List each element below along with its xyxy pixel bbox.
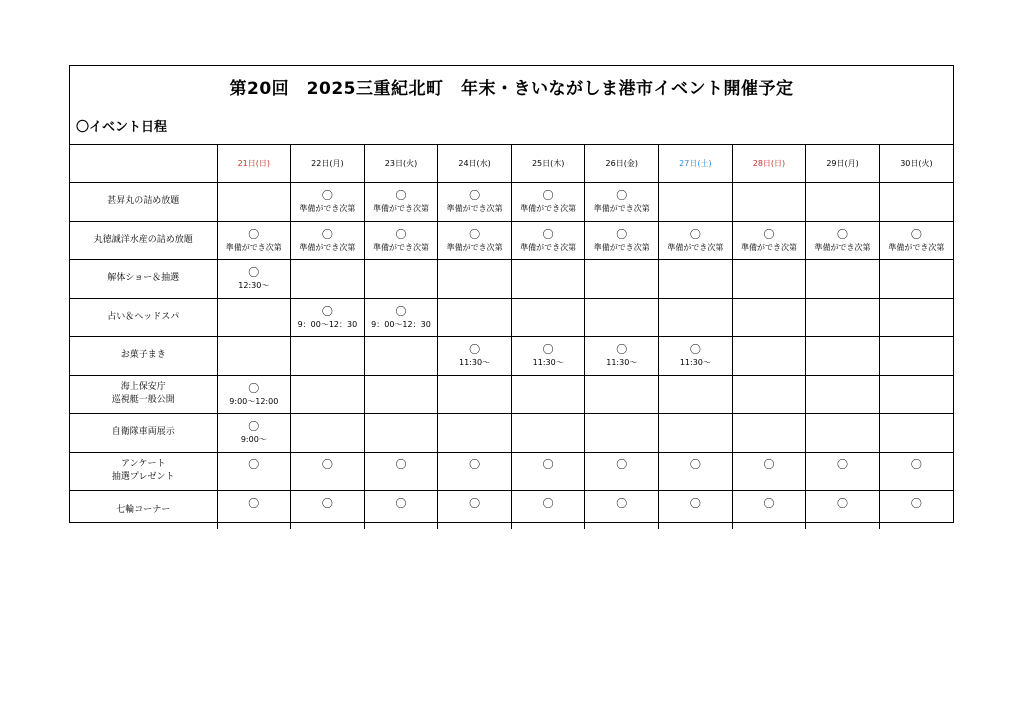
schedule-cell <box>217 298 291 337</box>
date-header: 24日(水) <box>438 145 512 183</box>
schedule-row <box>70 260 953 299</box>
date-header: 28日(日) <box>732 145 806 183</box>
time-note: 準備ができ次第 <box>225 242 282 252</box>
schedule-cell <box>511 452 585 491</box>
schedule-cell <box>806 414 880 453</box>
schedule-cell <box>438 298 512 337</box>
schedule-cell <box>585 491 659 530</box>
time-note: 準備ができ次第 <box>520 204 577 214</box>
schedule-cell <box>217 337 291 376</box>
schedule-cell <box>879 414 953 453</box>
schedule-cell <box>364 221 438 260</box>
schedule-cell <box>364 298 438 337</box>
schedule-cell <box>806 298 880 337</box>
event-name-cell: 七輪コーナー <box>70 491 217 530</box>
date-header: 27日(土) <box>659 145 733 183</box>
available-mark: 〇 <box>616 227 628 241</box>
schedule-row <box>70 375 953 414</box>
schedule-cell <box>364 414 438 453</box>
schedule-cell <box>732 452 806 491</box>
available-mark: 〇 <box>910 458 922 472</box>
available-mark: 〇 <box>469 189 481 203</box>
schedule-cell <box>438 452 512 491</box>
available-mark: 〇 <box>395 227 407 241</box>
event-name-cell: 解体ショー＆抽選 <box>70 260 217 299</box>
available-mark: 〇 <box>321 458 333 472</box>
schedule-cell <box>217 491 291 530</box>
schedule-cell <box>585 337 659 376</box>
schedule-row <box>70 298 953 337</box>
schedule-cell <box>732 221 806 260</box>
schedule-cell <box>364 452 438 491</box>
time-note: 11:30～ <box>532 358 564 368</box>
schedule-cell <box>585 183 659 222</box>
schedule-cell <box>659 183 733 222</box>
schedule-cell <box>511 221 585 260</box>
schedule-cell <box>364 375 438 414</box>
schedule-cell <box>732 183 806 222</box>
available-mark: 〇 <box>763 497 775 510</box>
time-note: 9:00～12:00 <box>229 396 279 406</box>
available-mark: 〇 <box>469 343 481 357</box>
date-header: 21日(日) <box>217 145 291 183</box>
schedule-cell <box>511 414 585 453</box>
page-title: 第20回 2025三重紀北町 年末・きいながしま港市イベント開催予定 <box>229 79 794 99</box>
time-note: 準備ができ次第 <box>593 204 650 214</box>
schedule-cell <box>438 491 512 530</box>
available-mark: 〇 <box>763 227 775 241</box>
schedule-row <box>70 491 953 530</box>
schedule-cell <box>364 183 438 222</box>
available-mark: 〇 <box>248 458 260 472</box>
date-header: 26日(金) <box>585 145 659 183</box>
schedule-cell <box>879 183 953 222</box>
available-mark: 〇 <box>616 189 628 203</box>
available-mark: 〇 <box>248 497 260 510</box>
schedule-cell <box>806 221 880 260</box>
date-header: 29日(月) <box>806 145 880 183</box>
schedule-cell <box>585 375 659 414</box>
available-mark: 〇 <box>689 497 701 510</box>
schedule-cell <box>438 414 512 453</box>
schedule-cell <box>806 337 880 376</box>
available-mark: 〇 <box>248 420 260 434</box>
available-mark: 〇 <box>395 458 407 472</box>
schedule-cell <box>438 337 512 376</box>
time-note: 9：00～12：30 <box>371 319 431 329</box>
schedule-cell <box>217 183 291 222</box>
date-header: 25日(木) <box>511 145 585 183</box>
event-name-cell: 自衛隊車両展示 <box>70 414 217 453</box>
schedule-cell <box>732 491 806 530</box>
event-name-cell: 海上保安庁 巡視艇一般公開 <box>70 375 217 414</box>
schedule-row <box>70 221 953 260</box>
schedule-cell <box>291 375 365 414</box>
schedule-cell <box>217 260 291 299</box>
schedule-cell <box>879 260 953 299</box>
date-header: 22日(月) <box>291 145 365 183</box>
schedule-cell <box>364 337 438 376</box>
schedule-cell <box>659 337 733 376</box>
time-note: 9:00～ <box>240 435 267 445</box>
time-note: 12:30～ <box>238 281 270 291</box>
available-mark: 〇 <box>248 381 260 395</box>
event-name-cell: 丸徳誠洋水産の詰め放題 <box>70 221 217 260</box>
time-note: 準備ができ次第 <box>446 242 503 252</box>
schedule-cell <box>291 337 365 376</box>
schedule-cell <box>732 337 806 376</box>
schedule-cell <box>659 260 733 299</box>
schedule-cell <box>217 221 291 260</box>
schedule-cell <box>438 375 512 414</box>
event-name-cell: 占い＆ヘッドスパ <box>70 298 217 337</box>
schedule-cell <box>585 221 659 260</box>
schedule-cell <box>585 298 659 337</box>
schedule-cell <box>511 260 585 299</box>
time-note: 11:30～ <box>606 358 638 368</box>
available-mark: 〇 <box>542 189 554 203</box>
available-mark: 〇 <box>616 497 628 510</box>
date-header-row <box>70 145 953 183</box>
time-note: 9：00～12：30 <box>297 319 358 329</box>
corner-cell <box>70 145 217 183</box>
available-mark: 〇 <box>395 189 407 203</box>
available-mark: 〇 <box>837 458 849 472</box>
time-note: 準備ができ次第 <box>667 242 724 252</box>
schedule-cell <box>291 221 365 260</box>
time-note: 準備ができ次第 <box>446 204 503 214</box>
schedule-sheet <box>69 65 954 523</box>
schedule-cell <box>438 183 512 222</box>
schedule-cell <box>879 221 953 260</box>
schedule-cell <box>217 375 291 414</box>
schedule-cell <box>732 298 806 337</box>
time-note: 準備ができ次第 <box>299 242 356 252</box>
available-mark: 〇 <box>837 227 849 241</box>
schedule-row <box>70 183 953 222</box>
schedule-cell <box>732 375 806 414</box>
available-mark: 〇 <box>910 227 922 241</box>
schedule-cell <box>291 414 365 453</box>
available-mark: 〇 <box>469 497 481 510</box>
event-name-cell: お菓子まき <box>70 337 217 376</box>
available-mark: 〇 <box>248 227 260 241</box>
available-mark: 〇 <box>542 227 554 241</box>
schedule-cell <box>585 414 659 453</box>
schedule-cell <box>806 375 880 414</box>
date-header: 30日(火) <box>879 145 953 183</box>
time-note: 準備ができ次第 <box>740 242 797 252</box>
available-mark: 〇 <box>910 497 922 510</box>
time-note: 準備ができ次第 <box>593 242 650 252</box>
available-mark: 〇 <box>321 189 333 203</box>
available-mark: 〇 <box>689 458 701 472</box>
time-note: 準備ができ次第 <box>299 204 356 214</box>
time-note: 準備ができ次第 <box>814 242 871 252</box>
schedule-cell <box>806 491 880 530</box>
schedule-cell <box>511 183 585 222</box>
date-header: 23日(火) <box>364 145 438 183</box>
event-name-cell: アンケート 抽選プレゼント <box>70 452 217 491</box>
schedule-cell <box>585 452 659 491</box>
schedule-cell <box>659 375 733 414</box>
available-mark: 〇 <box>616 343 628 357</box>
available-mark: 〇 <box>321 227 333 241</box>
schedule-cell <box>585 260 659 299</box>
available-mark: 〇 <box>763 458 775 472</box>
schedule-cell <box>806 452 880 491</box>
schedule-cell <box>879 375 953 414</box>
available-mark: 〇 <box>542 497 554 510</box>
schedule-cell <box>806 260 880 299</box>
schedule-cell <box>364 260 438 299</box>
schedule-cell <box>511 337 585 376</box>
schedule-cell <box>659 491 733 530</box>
schedule-row <box>70 414 953 453</box>
schedule-cell <box>364 491 438 530</box>
schedule-cell <box>217 452 291 491</box>
available-mark: 〇 <box>395 304 407 318</box>
schedule-cell <box>732 414 806 453</box>
schedule-row <box>70 337 953 376</box>
time-note: 準備ができ次第 <box>372 204 429 214</box>
schedule-cell <box>659 452 733 491</box>
available-mark: 〇 <box>689 343 701 357</box>
schedule-cell <box>879 452 953 491</box>
schedule-cell <box>732 260 806 299</box>
available-mark: 〇 <box>689 227 701 241</box>
schedule-cell <box>291 452 365 491</box>
schedule-cell <box>879 337 953 376</box>
time-note: 準備ができ次第 <box>888 242 945 252</box>
schedule-cell <box>659 414 733 453</box>
available-mark: 〇 <box>469 227 481 241</box>
time-note: 11:30～ <box>459 358 491 368</box>
time-note: 準備ができ次第 <box>520 242 577 252</box>
available-mark: 〇 <box>542 343 554 357</box>
schedule-cell <box>511 375 585 414</box>
available-mark: 〇 <box>542 458 554 472</box>
schedule-cell <box>217 414 291 453</box>
time-note: 11:30～ <box>679 358 711 368</box>
available-mark: 〇 <box>837 497 849 510</box>
schedule-cell <box>511 298 585 337</box>
schedule-cell <box>438 221 512 260</box>
schedule-cell <box>291 298 365 337</box>
schedule-cell <box>879 491 953 530</box>
available-mark: 〇 <box>469 458 481 472</box>
schedule-cell <box>879 298 953 337</box>
section-heading: 〇イベント日程 <box>76 120 168 135</box>
schedule-cell <box>806 183 880 222</box>
schedule-row <box>70 452 953 491</box>
event-schedule-table <box>70 144 953 529</box>
schedule-cell <box>291 491 365 530</box>
schedule-cell <box>291 183 365 222</box>
available-mark: 〇 <box>248 266 260 280</box>
available-mark: 〇 <box>321 497 333 510</box>
available-mark: 〇 <box>395 497 407 510</box>
available-mark: 〇 <box>321 304 333 318</box>
schedule-cell <box>659 221 733 260</box>
schedule-cell <box>511 491 585 530</box>
schedule-cell <box>438 260 512 299</box>
schedule-cell <box>659 298 733 337</box>
time-note: 準備ができ次第 <box>372 242 429 252</box>
available-mark: 〇 <box>616 458 628 472</box>
event-name-cell: 甚昇丸の詰め放題 <box>70 183 217 222</box>
schedule-cell <box>291 260 365 299</box>
